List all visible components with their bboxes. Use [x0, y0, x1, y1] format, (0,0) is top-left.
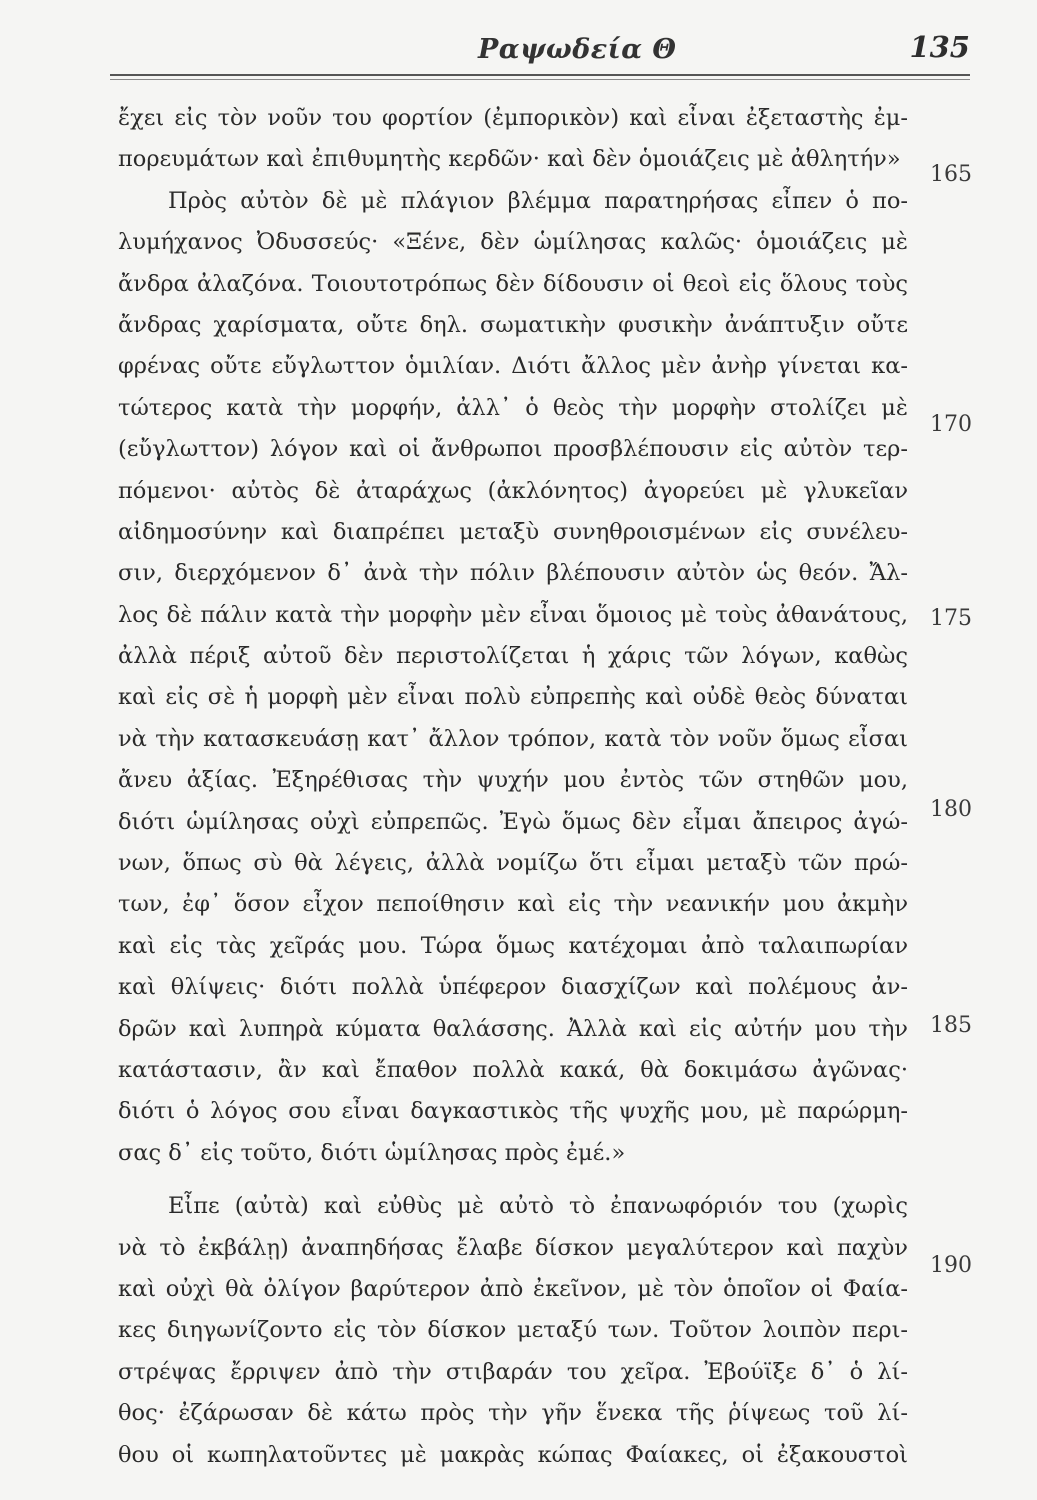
line-number: 180: [930, 797, 972, 822]
text-line: καὶ εἰς τὰς χεῖράς μου. Τώρα ὅμως κατέχομαι ἀπὸ ταλαιπωρίαν: [118, 932, 908, 959]
text-line: σιν, διερχόμενον δ᾽ ἀνὰ τὴν πόλιν βλέπουσιν αὐτὸν ὡς θεόν. Ἄλ-: [118, 560, 908, 587]
body-text: [118, 98, 908, 1476]
text-line: νὰ τὴν κατασκευάσῃ κατ᾽ ἄλλον τρόπον, κατὰ τὸν νοῦν ὅμως εἶσαι: [118, 725, 908, 752]
text-line: κες διηγωνίζοντο εἰς τὸν δίσκον μεταξύ των. Τοῦτον λοιπὸν περι-: [118, 1317, 908, 1344]
text-line: ἔχει εἰς τὸν νοῦν του φορτίον (ἐμπορικὸν) καὶ εἶναι ἐξεταστὴς ἐμ-: [118, 105, 908, 131]
header-rule-thin: [110, 79, 970, 80]
text-line: Πρὸς αὐτὸν δὲ μὲ πλάγιον βλέμμα παρατηρήσας εἶπεν ὁ πο-: [168, 187, 908, 214]
text-line: αἰδημοσύνην καὶ διαπρέπει μεταξὺ συνηθροισμένων εἰς συνέλευ-: [118, 518, 908, 545]
text-line: ἄνδρας χαρίσματα, οὔτε δηλ. σωματικὴν φυσικὴν ἀνάπτυξιν οὔτε: [118, 311, 908, 338]
text-line: ἄνευ ἀξίας. Ἐξηρέθισας τὴν ψυχήν μου ἐντὸς τῶν στηθῶν μου,: [118, 767, 908, 794]
text-line: δρῶν καὶ λυπηρὰ κύματα θαλάσσης. Ἀλλὰ καὶ εἰς αὐτήν μου τὴν: [118, 1015, 908, 1042]
text-line: λυμήχανος Ὀδυσσεύς· «Ξένε, δὲν ὡμίλησας καλῶς· ὁμοιάζεις μὲ: [118, 229, 908, 256]
line-number: 185: [930, 1013, 972, 1038]
text-line: (εὔγλωττον) λόγον καὶ οἱ ἄνθρωποι προσβλέπουσιν εἰς αὐτὸν τερ-: [118, 436, 908, 463]
text-line: καὶ θλίψεις· διότι πολλὰ ὑπέφερον διασχίζων καὶ πολέμους ἀν-: [118, 974, 908, 1001]
text-line: θος· ἐζάρωσαν δὲ κάτω πρὸς τὴν γῆν ἕνεκα τῆς ῥίψεως τοῦ λί-: [118, 1400, 908, 1427]
text-line: νων, ὅπως σὺ θὰ λέγεις, ἀλλὰ νομίζω ὅτι εἶμαι μεταξὺ τῶν πρώ-: [118, 850, 908, 877]
line-number: 165: [930, 162, 972, 187]
text-line: των, ἐφ᾽ ὅσον εἶχον πεποίθησιν καὶ εἰς τὴν νεανικήν μου ἀκμὴν: [118, 891, 908, 918]
running-title: Ραψωδεία Θ: [478, 34, 677, 65]
page-number: 135: [909, 30, 970, 64]
text-line: καὶ οὐχὶ θὰ ὀλίγον βαρύτερον ἀπὸ ἐκεῖνον, μὲ τὸν ὁποῖον οἱ Φαία-: [118, 1275, 908, 1302]
line-number: 170: [930, 412, 972, 437]
text-line: διότι ὁ λόγος σου εἶναι δαγκαστικὸς τῆς ψυχῆς μου, μὲ παρώρμη-: [118, 1098, 908, 1125]
text-line: ἄνδρα ἀλαζόνα. Τοιουτοτρόπως δὲν δίδουσιν οἱ θεοὶ εἰς ὅλους τοὺς: [118, 270, 908, 297]
text-line: φρένας οὔτε εὔγλωττον ὁμιλίαν. Διότι ἄλλος μὲν ἀνὴρ γίνεται κα-: [118, 353, 908, 380]
text-line: καὶ εἰς σὲ ἡ μορφὴ μὲν εἶναι πολὺ εὐπρεπὴς καὶ οὐδὲ θεὸς δύναται: [118, 684, 908, 711]
text-line: ἀλλὰ πέριξ αὐτοῦ δὲν περιστολίζεται ἡ χάρις τῶν λόγων, καθὼς: [118, 643, 908, 670]
text-line: Εἶπε (αὐτὰ) καὶ εὐθὺς μὲ αὐτὸ τὸ ἐπανωφόριόν του (χωρὶς: [168, 1193, 908, 1220]
text-line: διότι ὡμίλησας οὐχὶ εὐπρεπῶς. Ἐγὼ ὅμως δὲν εἶμαι ἄπειρος ἀγώ-: [118, 808, 908, 835]
text-line: στρέψας ἔρριψεν ἀπὸ τὴν στιβαράν του χεῖρα. Ἐβούϊξε δ᾽ ὁ λί-: [118, 1358, 908, 1385]
line-number: 175: [930, 606, 972, 631]
text-line: σας δ᾽ εἰς τοῦτο, διότι ὡμίλησας πρὸς ἐμέ.»: [118, 1139, 626, 1166]
header-rule: [110, 74, 970, 76]
text-line: κατάστασιν, ἂν καὶ ἔπαθον πολλὰ κακά, θὰ δοκιμάσω ἀγῶνας·: [118, 1056, 908, 1083]
text-line: πορευμάτων καὶ ἐπιθυμητὴς κερδῶν· καὶ δὲν ὁμοιάζεις μὲ ἀθλητήν»: [118, 146, 901, 173]
text-line: νὰ τὸ ἐκβάλῃ) ἀναπηδήσας ἔλαβε δίσκον μεγαλύτερον καὶ παχὺν: [118, 1234, 908, 1261]
text-line: θου οἱ κωπηλατοῦντες μὲ μακρὰς κώπας Φαίακες, οἱ ἐξακουστοὶ: [118, 1441, 908, 1468]
line-number: 190: [930, 1253, 972, 1278]
text-line: λος δὲ πάλιν κατὰ τὴν μορφὴν μὲν εἶναι ὅμοιος μὲ τοὺς ἀθανάτους,: [118, 601, 908, 628]
text-line: τώτερος κατὰ τὴν μορφήν, ἀλλ᾽ ὁ θεὸς τὴν μορφὴν στολίζει μὲ: [118, 394, 908, 421]
page-header: [110, 30, 980, 80]
text-line: πόμενοι· αὐτὸς δὲ ἀταράχως (ἀκλόνητος) ἀγορεύει μὲ γλυκεῖαν: [118, 477, 908, 504]
